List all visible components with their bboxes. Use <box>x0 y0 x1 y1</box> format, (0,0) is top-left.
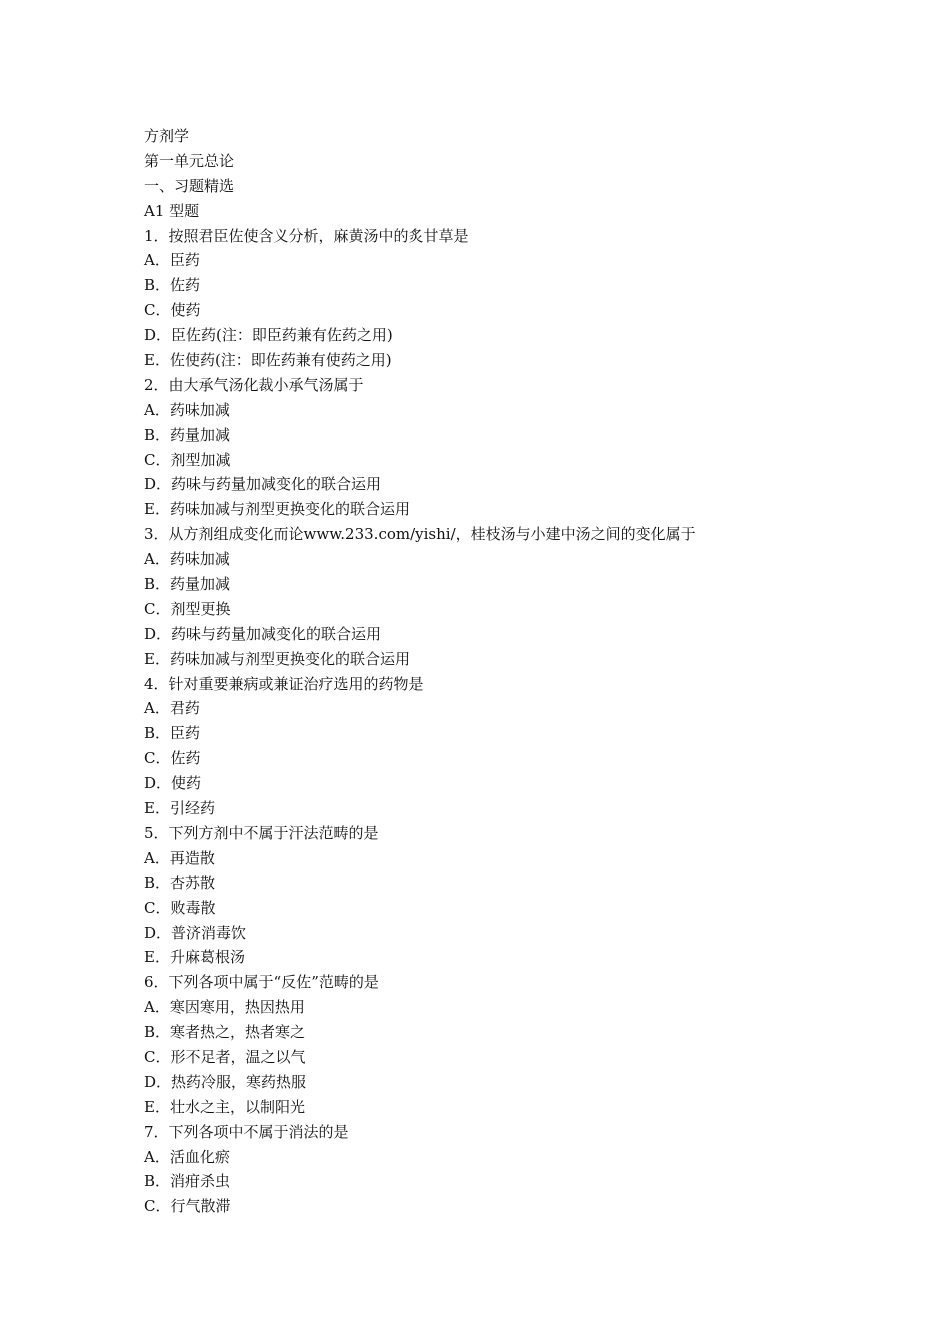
text-line: E．升麻葛根汤 <box>144 948 245 967</box>
text-line: A．寒因寒用，热因热用 <box>144 998 305 1017</box>
text-line: D．普济消毒饮 <box>144 923 247 942</box>
text-line: C．剂型更换 <box>144 599 231 618</box>
text-line: D．热药冷服，寒药热服 <box>144 1072 307 1091</box>
text-line: D．药味与药量加减变化的联合运用 <box>144 475 382 494</box>
document-title: 方剂学 <box>144 127 190 145</box>
text-line: 3．从方剂组成变化而论www.233.com/yishi/，桂枝汤与小建中汤之间的变化属于 <box>144 525 696 544</box>
text-line: B．消疳杀虫 <box>144 1172 231 1191</box>
text-line: C．剂型加减 <box>144 450 231 469</box>
text-line: C．行气散滞 <box>144 1197 231 1216</box>
text-line: E．药味加减与剂型更换变化的联合运用 <box>144 649 410 668</box>
text-line: 2．由大承气汤化裁小承气汤属于 <box>144 375 364 394</box>
text-line: D．使药 <box>144 774 202 793</box>
text-line: 第一单元总论 <box>144 151 235 170</box>
text-line: E．佐使药(注：即佐药兼有使药之用) <box>144 351 392 370</box>
text-line: D．药味与药量加减变化的联合运用 <box>144 624 382 643</box>
text-line: E．壮水之主，以制阳光 <box>144 1097 305 1116</box>
text-line: B．臣药 <box>144 724 201 743</box>
text-line: A．君药 <box>144 699 200 718</box>
text-line: B．药量加减 <box>144 575 231 594</box>
text-line: A．药味加减 <box>144 400 230 419</box>
text-line: 一、习题精选 <box>144 176 235 195</box>
text-line: C．形不足者，温之以气 <box>144 1047 306 1066</box>
text-line: C．使药 <box>144 301 201 320</box>
text-line: A．臣药 <box>144 251 200 270</box>
text-line: 7．下列各项中不属于消法的是 <box>144 1122 349 1141</box>
text-line: B．药量加减 <box>144 425 231 444</box>
text-line: E．引经药 <box>144 799 215 818</box>
text-line: B．杏苏散 <box>144 873 216 892</box>
text-line: E．药味加减与剂型更换变化的联合运用 <box>144 500 410 519</box>
text-line: 6．下列各项中属于“反佐”范畴的是 <box>144 973 379 992</box>
text-line: C．败毒散 <box>144 898 216 917</box>
text-line: A．再造散 <box>144 848 215 867</box>
text-line: B．寒者热之，热者寒之 <box>144 1023 306 1042</box>
text-line: A1 型题 <box>144 201 200 220</box>
text-line: A．活血化瘀 <box>144 1147 230 1166</box>
text-line: B．佐药 <box>144 276 201 295</box>
text-line: D．臣佐药(注：即臣药兼有佐药之用) <box>144 326 393 345</box>
text-line: C．佐药 <box>144 749 201 768</box>
text-line: A．药味加减 <box>144 550 230 569</box>
text-line: 5．下列方剂中不属于汗法范畴的是 <box>144 823 379 842</box>
document-body <box>144 124 864 1219</box>
text-line: 4．针对重要兼病或兼证治疗选用的药物是 <box>144 674 424 693</box>
text-line: 1．按照君臣佐使含义分析，麻黄汤中的炙甘草是 <box>144 226 469 245</box>
